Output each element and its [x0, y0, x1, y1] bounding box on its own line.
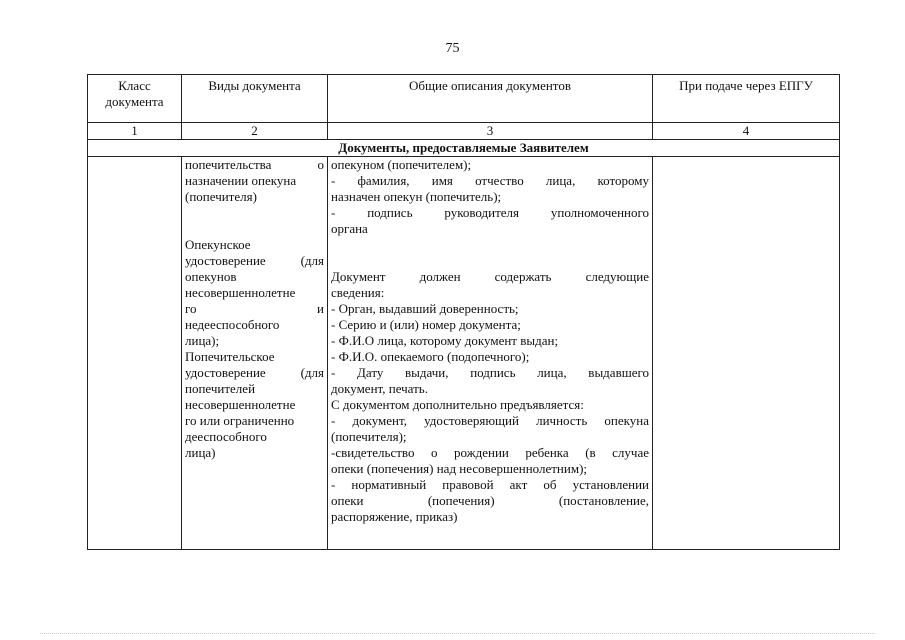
description-line: документ, печать.	[331, 381, 428, 396]
description-line: - фамилия, имя отчество лица, которому	[331, 173, 649, 188]
types-line: го или ограниченно	[185, 413, 295, 428]
description-line: (попечителя);	[331, 429, 407, 444]
table-row	[88, 157, 840, 550]
epgu-cell	[653, 157, 840, 550]
types-line: лица)	[185, 445, 216, 460]
description-line: - Дату выдачи, подпись лица, выдавшего	[331, 365, 649, 380]
description-line: распоряжение, приказ)	[331, 509, 458, 524]
description-line: - Ф.И.О. опекаемого (подопечного);	[331, 349, 530, 364]
types-line: го и	[185, 301, 324, 316]
description-line: - Ф.И.О лица, которому документ выдан;	[331, 333, 559, 348]
column-number-row	[88, 123, 840, 140]
description-line: С документом дополнительно предъявляется:	[331, 397, 584, 412]
scan-artifact-line	[40, 633, 875, 637]
description-line: - Орган, выдавший доверенность;	[331, 301, 519, 316]
description-line: - нормативный правовой акт об установлении	[331, 477, 649, 492]
header-descriptions: Общие описания документов	[328, 75, 653, 123]
types-line: несовершеннолетне	[185, 285, 296, 300]
descriptions-cell	[328, 157, 653, 550]
types-line: удостоверение (для	[185, 253, 324, 268]
section-title: Документы, предоставляемые Заявителем	[88, 140, 840, 157]
header-class: Класс документа	[88, 75, 182, 123]
types-line: дееспособного	[185, 429, 267, 444]
types-line: недееспособного	[185, 317, 280, 332]
types-line: (попечителя)	[185, 189, 257, 204]
column-number: 1	[88, 123, 182, 140]
description-line: опеки (попечения) (постановление,	[331, 493, 649, 508]
description-line: опеки (попечения) над несовершеннолетним);	[331, 461, 588, 476]
column-number: 4	[653, 123, 840, 140]
spacer	[185, 205, 324, 237]
description-line: Документ должен содержать следующие	[331, 269, 649, 284]
description-line: сведения:	[331, 285, 385, 300]
types-line: попечительства о	[185, 157, 324, 172]
types-line: лица);	[185, 333, 220, 348]
types-line: опекунов	[185, 269, 237, 284]
documents-table	[87, 74, 840, 550]
types-line: назначении опекуна	[185, 173, 297, 188]
column-number: 2	[182, 123, 328, 140]
class-cell	[88, 157, 182, 550]
description-line: - подпись руководителя уполномоченного	[331, 205, 649, 220]
description-line: - документ, удостоверяющий личность опекуна	[331, 413, 649, 428]
description-line: органа	[331, 221, 368, 236]
table-header-row	[88, 75, 840, 123]
column-number: 3	[328, 123, 653, 140]
types-line: Попечительское	[185, 349, 275, 364]
page-number: 75	[445, 41, 460, 56]
header-epgu: При подаче через ЕПГУ	[653, 75, 840, 123]
description-line: назначен опекун (попечитель);	[331, 189, 502, 204]
types-line: попечителей	[185, 381, 256, 396]
description-line: - Серию и (или) номер документа;	[331, 317, 521, 332]
types-line: Опекунское	[185, 237, 251, 252]
description-line: -свидетельство о рождении ребенка (в случае	[331, 445, 649, 460]
description-line: опекуном (попечителем);	[331, 157, 472, 172]
header-types: Виды документа	[182, 75, 328, 123]
types-line: несовершеннолетне	[185, 397, 296, 412]
spacer	[331, 237, 649, 269]
section-row	[88, 140, 840, 157]
types-line: удостоверение (для	[185, 365, 324, 380]
types-cell	[182, 157, 328, 550]
